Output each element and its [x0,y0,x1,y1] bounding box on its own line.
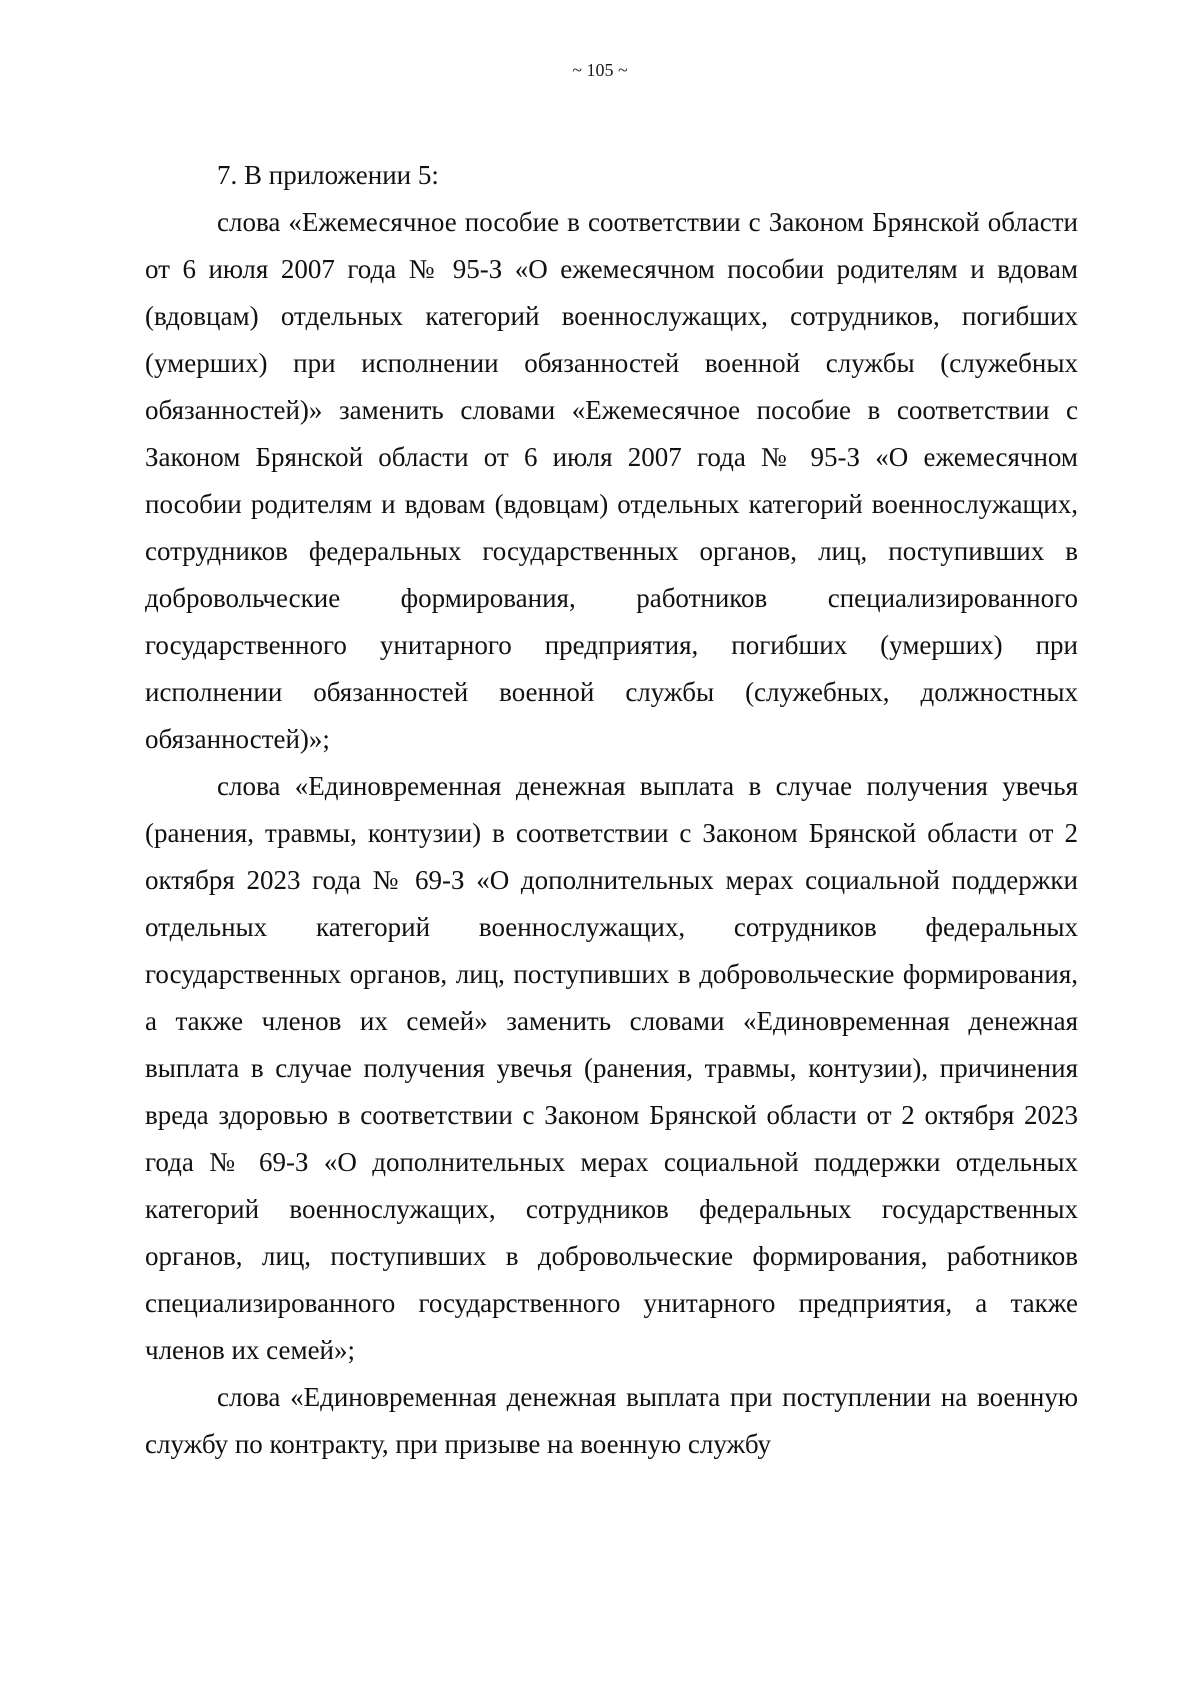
section-heading: 7. В приложении 5: [217,160,439,190]
paragraph-injury-payment: слова «Единовременная денежная выплата в случае получения увечья (ранения, травмы, контузии) в соответствии с Законом Брянской области от 2 октября 2023 года № 69-З «О дополнительных мерах социальной поддержки отдельных категорий военнослужащих, сотрудников федеральных государственных органов, лиц, поступивших в добровольческие формирования, а также членов их семей» заменить словами «Единовременная денежная выплата в случае получения увечья (ранения, травмы, контузии), причинения вреда здоровью в соответствии с Законом Брянской области от 2 октября 2023 года № 69-З «О дополнительных мерах социальной поддержки отдельных категорий военнослужащих, сотрудников федеральных государственных органов, лиц, поступивших в добровольческие формирования, работников специализированного государственного унитарного предприятия, а также членов их семей»; [145,771,1078,1365]
paragraph-contract-payment: слова «Единовременная денежная выплата при поступлении на военную службу по контракту, при призыве на военную службу [145,1382,1078,1459]
document-body [145,152,1078,1468]
page-number: ~ 105 ~ [572,60,628,80]
paragraph-monthly-allowance: слова «Ежемесячное пособие в соответствии с Законом Брянской области от 6 июля 2007 года № 95-З «О ежемесячном пособии родителям и вдовам (вдовцам) отдельных категорий военнослужащих, сотрудников, погибших (умерших) при исполнении обязанностей военной службы (служебных обязанностей)» заменить словами «Ежемесячное пособие в соответствии с Законом Брянской области от 6 июля 2007 года № 95-З «О ежемесячном пособии родителям и вдовам (вдовцам) отдельных категорий военнослужащих, сотрудников федеральных государственных органов, лиц, поступивших в добровольческие формирования, работников специализированного государственного унитарного предприятия, погибших (умерших) при исполнении обязанностей военной службы (служебных, должностных обязанностей)»; [145,207,1078,754]
